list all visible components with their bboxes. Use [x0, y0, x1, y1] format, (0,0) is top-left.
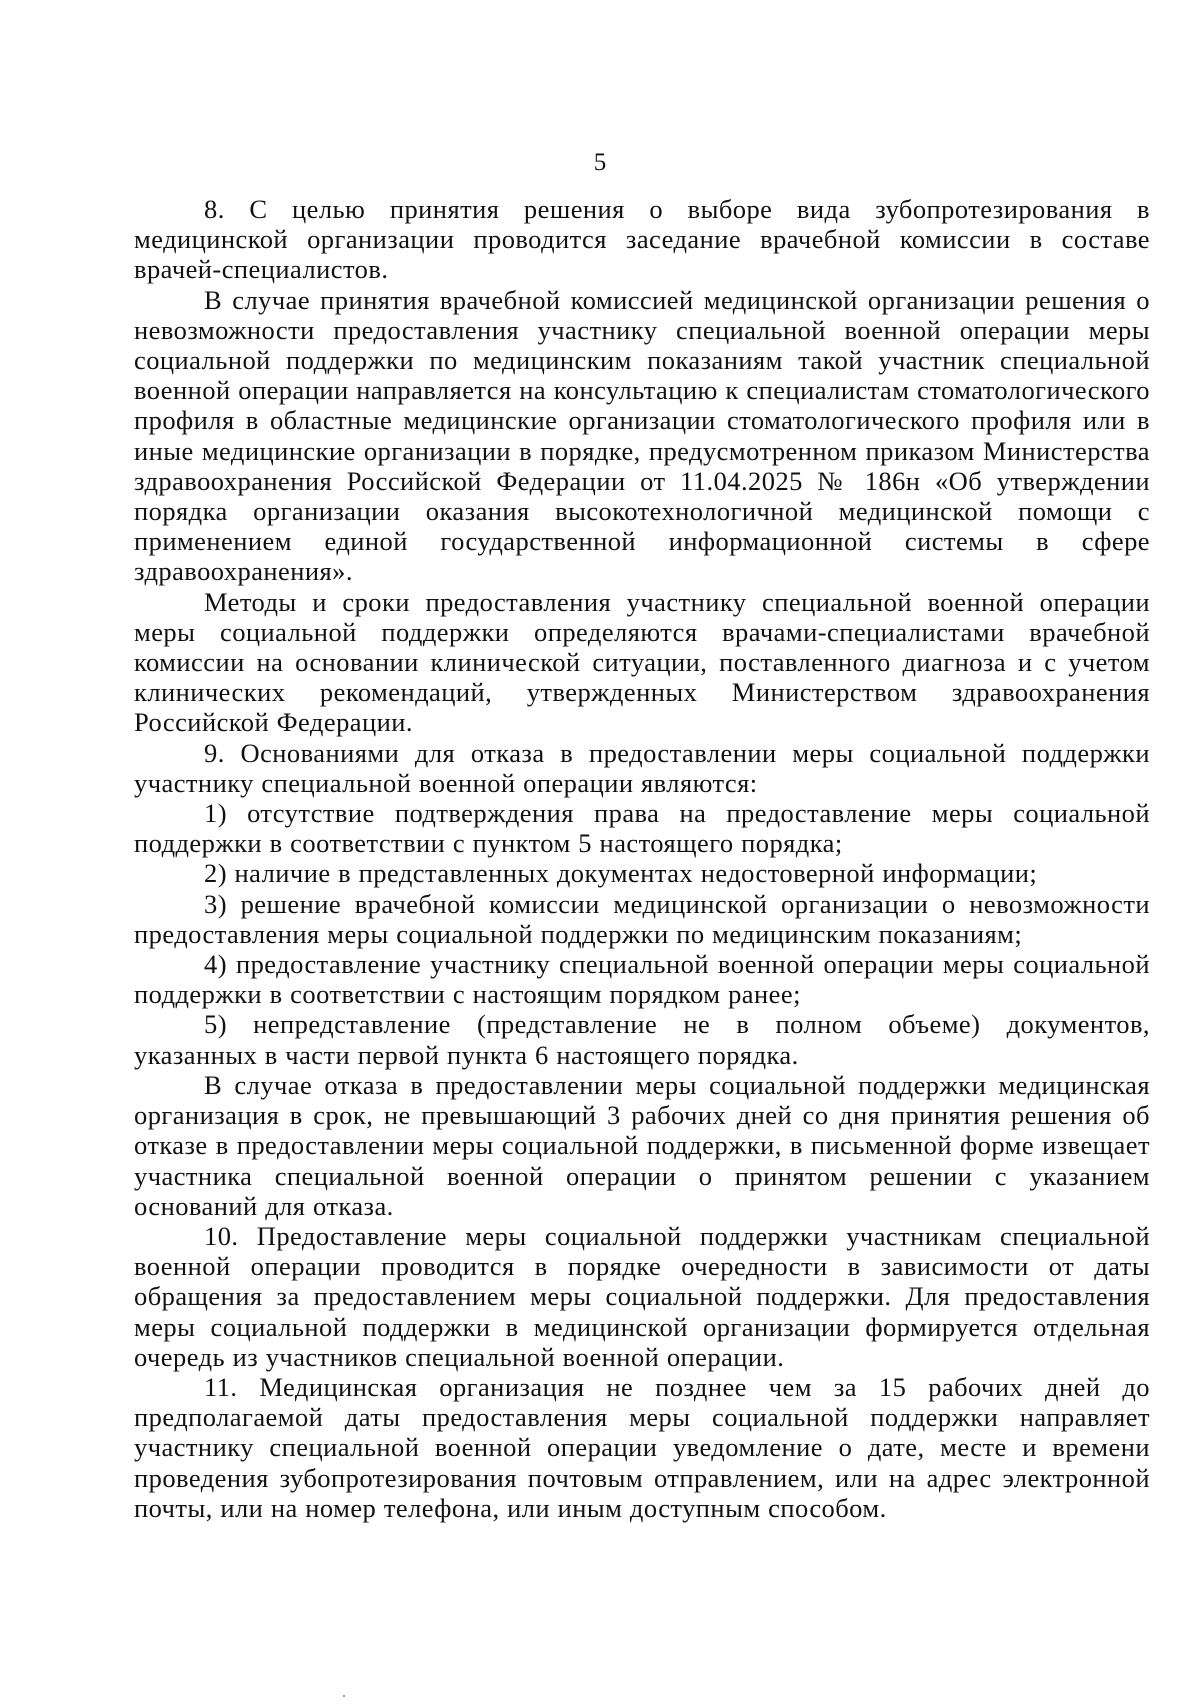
scan-speck — [343, 1695, 345, 1697]
paragraph-item-10: 10. Предоставление меры социальной поддержки участникам специальной военной операции проводится в порядке очередности в зависимости от даты обращения за предоставлением меры социальной поддержки. Для предоставления меры социальной поддержки в медицинской организации формируется отдельная очередь из участников специальной военной операции. — [134, 1220, 1150, 1372]
list-item-4: 4) предоставление участнику специальной военной операции меры социальной поддержки в соответствии с настоящим порядком ранее; — [134, 949, 1150, 1010]
paragraph-referral: В случае принятия врачебной комиссией медицинской организации решения о невозможности предоставления участнику специальной военной операции меры социальной поддержки по медицинским показаниям такой участник специальной военной операции направляется на консультацию к специалистам стоматологического профиля в областные медицинские организации стоматологического профиля или в иные медицинские организации в порядке, предусмотренном приказом Министерства здравоохранения Российской Федерации от 11.04.2025 № 186н «Об утверждении порядка организации оказания высокотехнологичной медицинской помощи с применением единой государственной информационной системы в сфере здравоохранения». — [134, 284, 1150, 587]
page-number: 5 — [593, 149, 607, 176]
paragraph-methods: Методы и сроки предоставления участнику специальной военной операции меры социальной поддержки определяются врачами-специалистами врачебной комиссии на основании клинической ситуации, поставленного диагноза и с учетом клинических рекомендаций, утвержденных Министерством здравоохранения Российской Федерации. — [134, 586, 1150, 738]
paragraph-item-11: 11. Медицинская организация не позднее чем за 15 рабочих дней до предполагаемой даты предоставления меры социальной поддержки направляет участнику специальной военной операции уведомление о дате, месте и времени проведения зубопротезирования почтовым отправлением, или на адрес электронной почты, или на номер телефона, или иным доступным способом. — [134, 1371, 1150, 1523]
paragraph-refusal-notice: В случае отказа в предоставлении меры социальной поддержки медицинская организация в срок, не превышающий 3 рабочих дней со дня принятия решения об отказе в предоставлении меры социальной поддержки, в письменной форме извещает участника специальной военной операции о принятом решении с указанием оснований для отказа. — [134, 1069, 1150, 1221]
paragraph-item-9: 9. Основаниями для отказа в предоставлении меры социальной поддержки участнику специальной военной операции являются: — [134, 737, 1150, 798]
list-item-5: 5) непредставление (представление не в полном объеме) документов, указанных в части первой пункта 6 настоящего порядка. — [134, 1009, 1150, 1070]
document-body — [134, 194, 1150, 1523]
list-item-2: 2) наличие в представленных документах недостоверной информации; — [204, 858, 1038, 889]
list-item-1: 1) отсутствие подтверждения права на предоставление меры социальной поддержки в соответствии с пунктом 5 настоящего порядка; — [134, 798, 1150, 859]
list-item-3: 3) решение врачебной комиссии медицинской организации о невозможности предоставления меры социальной поддержки по медицинским показаниям; — [134, 888, 1150, 949]
paragraph-item-8: 8. С целью принятия решения о выборе вида зубопротезирования в медицинской организации проводится заседание врачебной комиссии в составе врачей-специалистов. — [134, 194, 1150, 285]
